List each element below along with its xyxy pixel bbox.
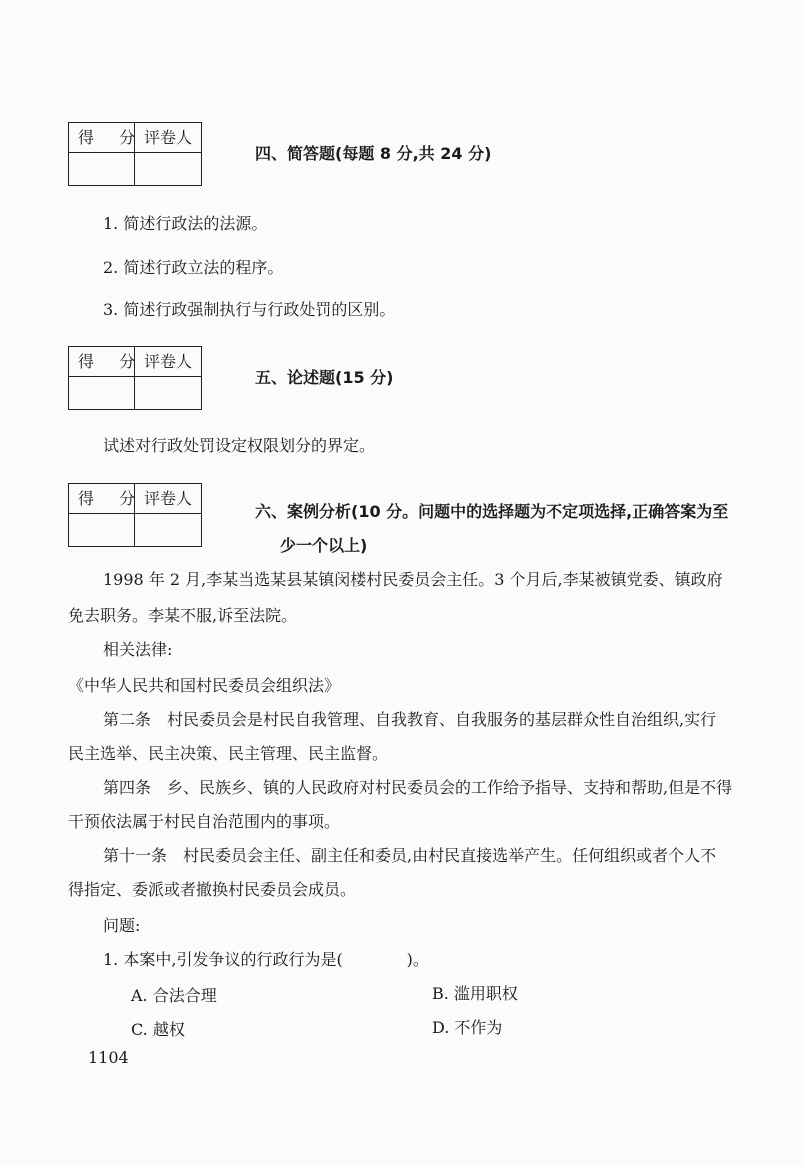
case-text: 得指定、委派或者撤换村民委员会成员。 — [68, 880, 357, 899]
case-text: 《中华人民共和国村民委员会组织法》 — [68, 676, 341, 695]
score-label: 得 分 — [78, 489, 146, 508]
section-title-continued: 少一个以上) — [280, 536, 368, 555]
case-text: 1998 年 2 月,李某当选某县某镇闵楼村民委员会主任。3 个月后,李某被镇党委、镇政府 — [103, 570, 723, 589]
case-text: 第二条 村民委员会是村民自我管理、自我教育、自我服务的基层群众性自治组织,实行 — [103, 710, 717, 729]
case-text: 第十一条 村民委员会主任、副主任和委员,由村民直接选举产生。任何组织或者个人不 — [103, 846, 717, 865]
page-number: 1104 — [88, 1048, 129, 1067]
grader-label: 评卷人 — [144, 128, 193, 147]
case-text: 干预依法属于村民自治范围内的事项。 — [68, 812, 341, 831]
question: 1. 本案中,引发争议的行政行为是( )。 — [103, 950, 429, 969]
case-text: 免去职务。李某不服,诉至法院。 — [68, 606, 298, 625]
case-text: 民主选举、民主决策、民主管理、民主监督。 — [68, 744, 389, 763]
question: 1. 简述行政法的法源。 — [103, 214, 268, 233]
case-text: 第四条 乡、民族乡、镇的人民政府对村民委员会的工作给予指导、支持和帮助,但是不得 — [103, 778, 733, 797]
question: 2. 简述行政立法的程序。 — [103, 258, 284, 277]
grader-label: 评卷人 — [144, 489, 193, 508]
option-d: D. 不作为 — [432, 1018, 503, 1037]
grader-label: 评卷人 — [144, 352, 193, 371]
score-box — [68, 122, 202, 186]
score-label: 得 分 — [78, 128, 146, 147]
section-title: 五、论述题(15 分) — [255, 368, 394, 387]
option-b: B. 滥用职权 — [432, 984, 518, 1003]
questions-label: 问题: — [103, 916, 141, 935]
option-a: A. 合法合理 — [131, 986, 217, 1005]
section-title: 六、案例分析(10 分。问题中的选择题为不定项选择,正确答案为至 — [255, 502, 729, 521]
section-title: 四、简答题(每题 8 分,共 24 分) — [255, 144, 492, 163]
score-box — [68, 483, 202, 547]
question: 试述对行政处罚设定权限划分的界定。 — [103, 436, 376, 455]
option-c: C. 越权 — [131, 1020, 185, 1039]
question: 3. 简述行政强制执行与行政处罚的区别。 — [103, 300, 396, 319]
score-box — [68, 346, 202, 410]
score-label: 得 分 — [78, 352, 146, 371]
case-text: 相关法律: — [103, 640, 173, 659]
